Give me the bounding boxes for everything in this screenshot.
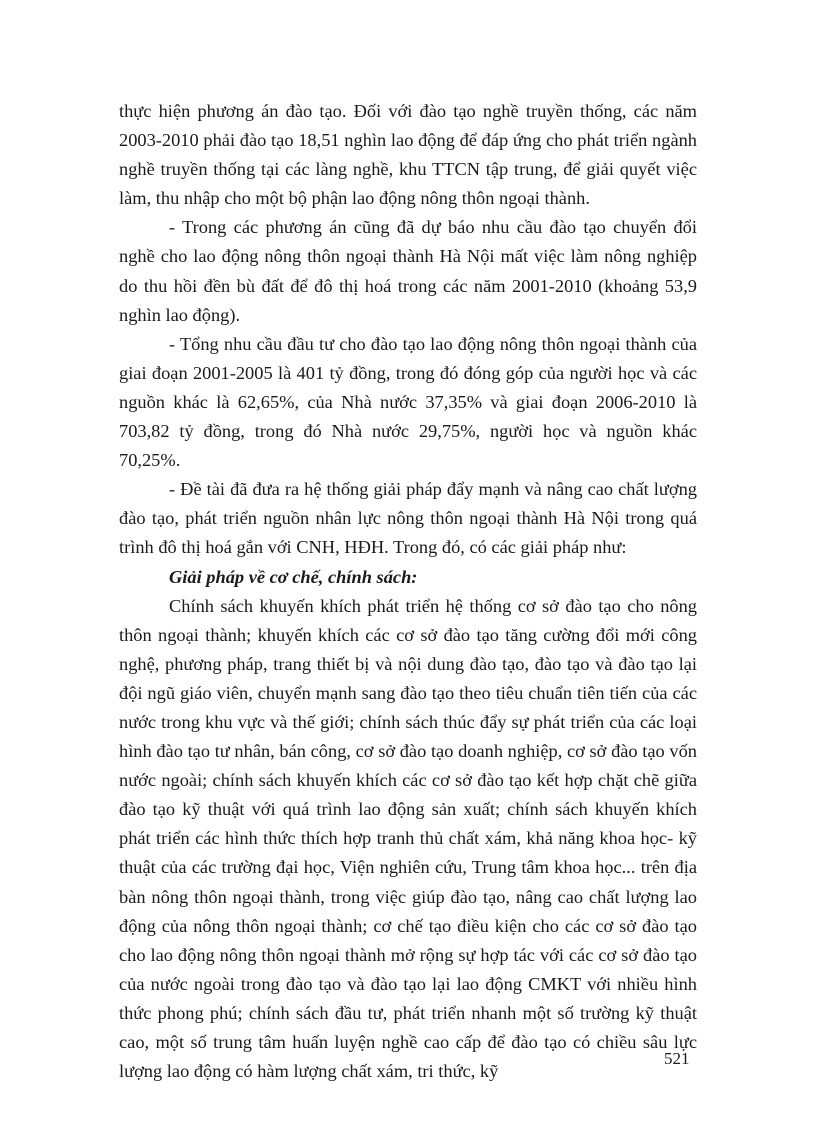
paragraph-retraining-forecast: - Trong các phương án cũng đã dự báo nhu cầu đào tạo chuyển đổi nghề cho lao động nông thôn ngoại thành Hà Nội mất việc làm nông nghiệp do thu hồi đền bù đất để đô thị hoá trong các năm 2001-2010 (khoảng 53,9 nghìn lao động). — [119, 217, 697, 325]
section-heading: Giải pháp về cơ chế, chính sách: — [169, 566, 418, 587]
paragraph-investment-needs: - Tổng nhu cầu đầu tư cho đào tạo lao động nông thôn ngoại thành của giai đoạn 2001-2005 là 401 tỷ đồng, trong đó đóng góp của người học và các nguồn khác là 62,65%, của Nhà nước 37,35% và giai đoạn 2006-2010 là 703,82 tỷ đồng, trong đó Nhà nước 29,75%, người học và nguồn khác 70,25%. — [119, 333, 697, 471]
paragraph-solutions-intro: - Đề tài đã đưa ra hệ thống giải pháp đẩy mạnh và nâng cao chất lượng đào tạo, phát triển nguồn nhân lực nông thôn ngoại thành Hà Nội trong quá trình đô thị hoá gắn với CNH, HĐH. Trong đó, có các giải pháp như: — [119, 479, 697, 558]
paragraph-policy-details: Chính sách khuyến khích phát triển hệ thống cơ sở đào tạo cho nông thôn ngoại thành; khuyến khích các cơ sở đào tạo tăng cường đổi mới công nghệ, phương pháp, trang thiết bị và nội dung đào tạo, đào tạo và đào tạo lại đội ngũ giáo viên, chuyển mạnh sang đào tạo theo tiêu chuẩn tiên tiến của các nước trong khu vực và thế giới; chính sách thúc đẩy sự phát triển của các loại hình đào tạo tư nhân, bán công, cơ sở đào tạo doanh nghiệp, cơ sở đào tạo vốn nước ngoài; chính sách khuyến khích các cơ sở đào tạo kết hợp chặt chẽ giữa đào tạo kỹ thuật với quá trình lao động sản xuất; chính sách khuyến khích phát triển các hình thức thích hợp tranh thủ chất xám, khả năng khoa học- kỹ thuật của các trường đại học, Viện nghiên cứu, Trung tâm khoa học... trên địa bàn nông thôn ngoại thành, trong việc giúp đào tạo, nâng cao chất lượng lao động của nông thôn ngoại thành; cơ chế tạo điều kiện cho các cơ sở đào tạo cho lao động nông thôn ngoại thành mở rộng sự hợp tác với các cơ sở đào tạo của nước ngoài trong đào tạo và đào tạo lại lao động CMKT với nhiều hình thức phong phú; chính sách đầu tư, phát triển nhanh một số trường kỹ thuật cao, một số trung tâm huấn luyện nghề cao cấp để đào tạo có chiều sâu lực lượng lao động có hàm lượng chất xám, tri thức, kỹ — [119, 595, 697, 1082]
body-text — [119, 97, 697, 1086]
page-number: 521 — [664, 1049, 690, 1068]
paragraph-continuation: thực hiện phương án đào tạo. Đối với đào tạo nghề truyền thống, các năm 2003-2010 phải đào tạo 18,51 nghìn lao động để đáp ứng cho phát triển ngành nghề truyền thống tại các làng nghề, khu TTCN tập trung, để giải quyết việc làm, thu nhập cho một bộ phận lao động nông thôn ngoại thành. — [119, 101, 697, 209]
